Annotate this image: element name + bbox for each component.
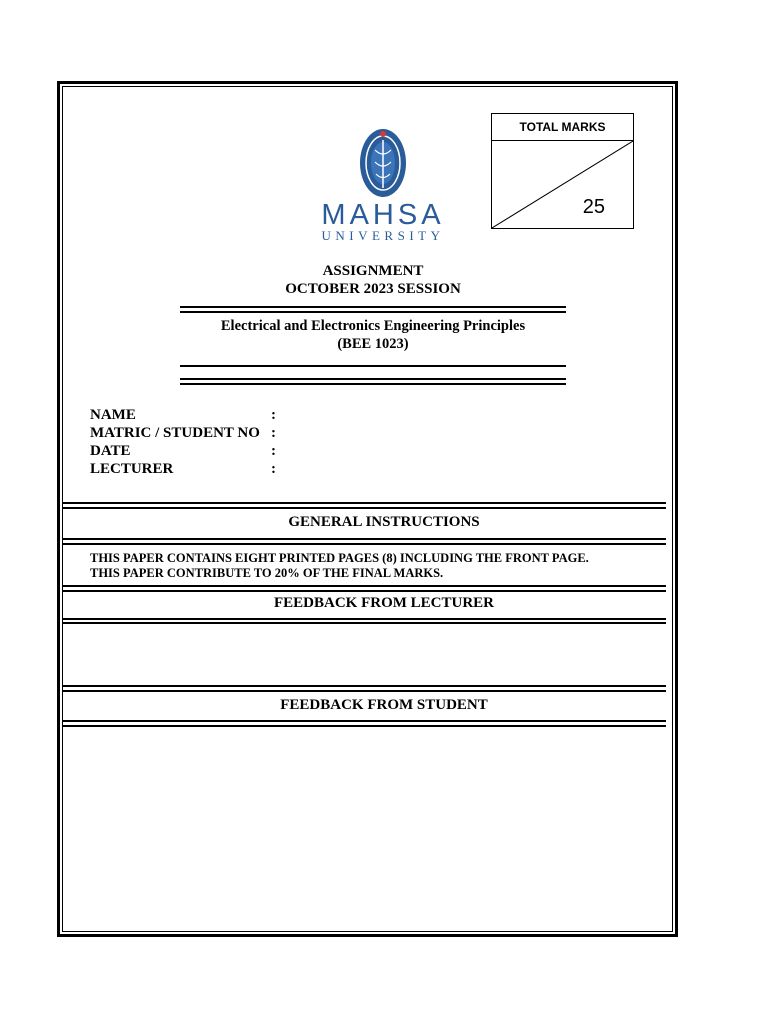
info-label: NAME	[90, 407, 136, 423]
total-marks-score: 25	[582, 196, 605, 218]
section-rule	[62, 590, 666, 592]
course-code: (BEE 1023)	[337, 336, 409, 352]
heading-rule-top-1	[180, 306, 566, 308]
info-label: DATE	[90, 443, 131, 459]
feedback-lecturer-title: FEEDBACK FROM LECTURER	[273, 595, 494, 611]
section-rule	[62, 538, 666, 540]
heading-rule-mid	[180, 365, 566, 367]
logo-subtitle: UNIVERSITY	[321, 228, 445, 243]
university-logo	[318, 128, 448, 244]
total-marks-box	[491, 113, 634, 229]
info-colon: :	[271, 443, 276, 459]
session-title: OCTOBER 2023 SESSION	[285, 281, 461, 297]
marks-diagonal-line	[492, 141, 633, 228]
section-rule	[62, 618, 666, 620]
section-rule	[62, 585, 666, 587]
section-rule	[62, 720, 666, 722]
section-rule	[62, 725, 666, 727]
heading-rule-bottom-2	[180, 383, 566, 385]
assignment-title: ASSIGNMENT	[322, 263, 424, 279]
feedback-student-title: FEEDBACK FROM STUDENT	[280, 697, 488, 713]
logo-wordmark: MAHSA	[321, 199, 445, 231]
section-rule	[62, 543, 666, 545]
section-rule	[62, 685, 666, 687]
info-label: LECTURER	[90, 461, 174, 477]
info-label: MATRIC / STUDENT NO	[90, 425, 260, 441]
total-marks-title: TOTAL MARKS	[492, 114, 633, 141]
heading-rule-top-2	[180, 311, 566, 313]
heading-rule-bottom-1	[180, 378, 566, 380]
section-rule	[62, 622, 666, 624]
info-colon: :	[271, 461, 276, 477]
general-instructions-title: GENERAL INSTRUCTIONS	[288, 514, 480, 530]
info-colon: :	[271, 425, 276, 441]
section-rule	[62, 507, 666, 509]
info-colon: :	[271, 407, 276, 423]
section-rule	[62, 690, 666, 692]
section-rule	[62, 502, 666, 504]
course-title: Electrical and Electronics Engineering Principles	[220, 318, 526, 334]
instruction-line: THIS PAPER CONTAINS EIGHT PRINTED PAGES (8) INCLUDING THE FRONT PAGE.	[90, 551, 589, 565]
instruction-line: THIS PAPER CONTRIBUTE TO 20% OF THE FINAL MARKS.	[90, 566, 444, 580]
instructions-text	[90, 551, 589, 581]
university-crest-icon	[318, 128, 448, 198]
